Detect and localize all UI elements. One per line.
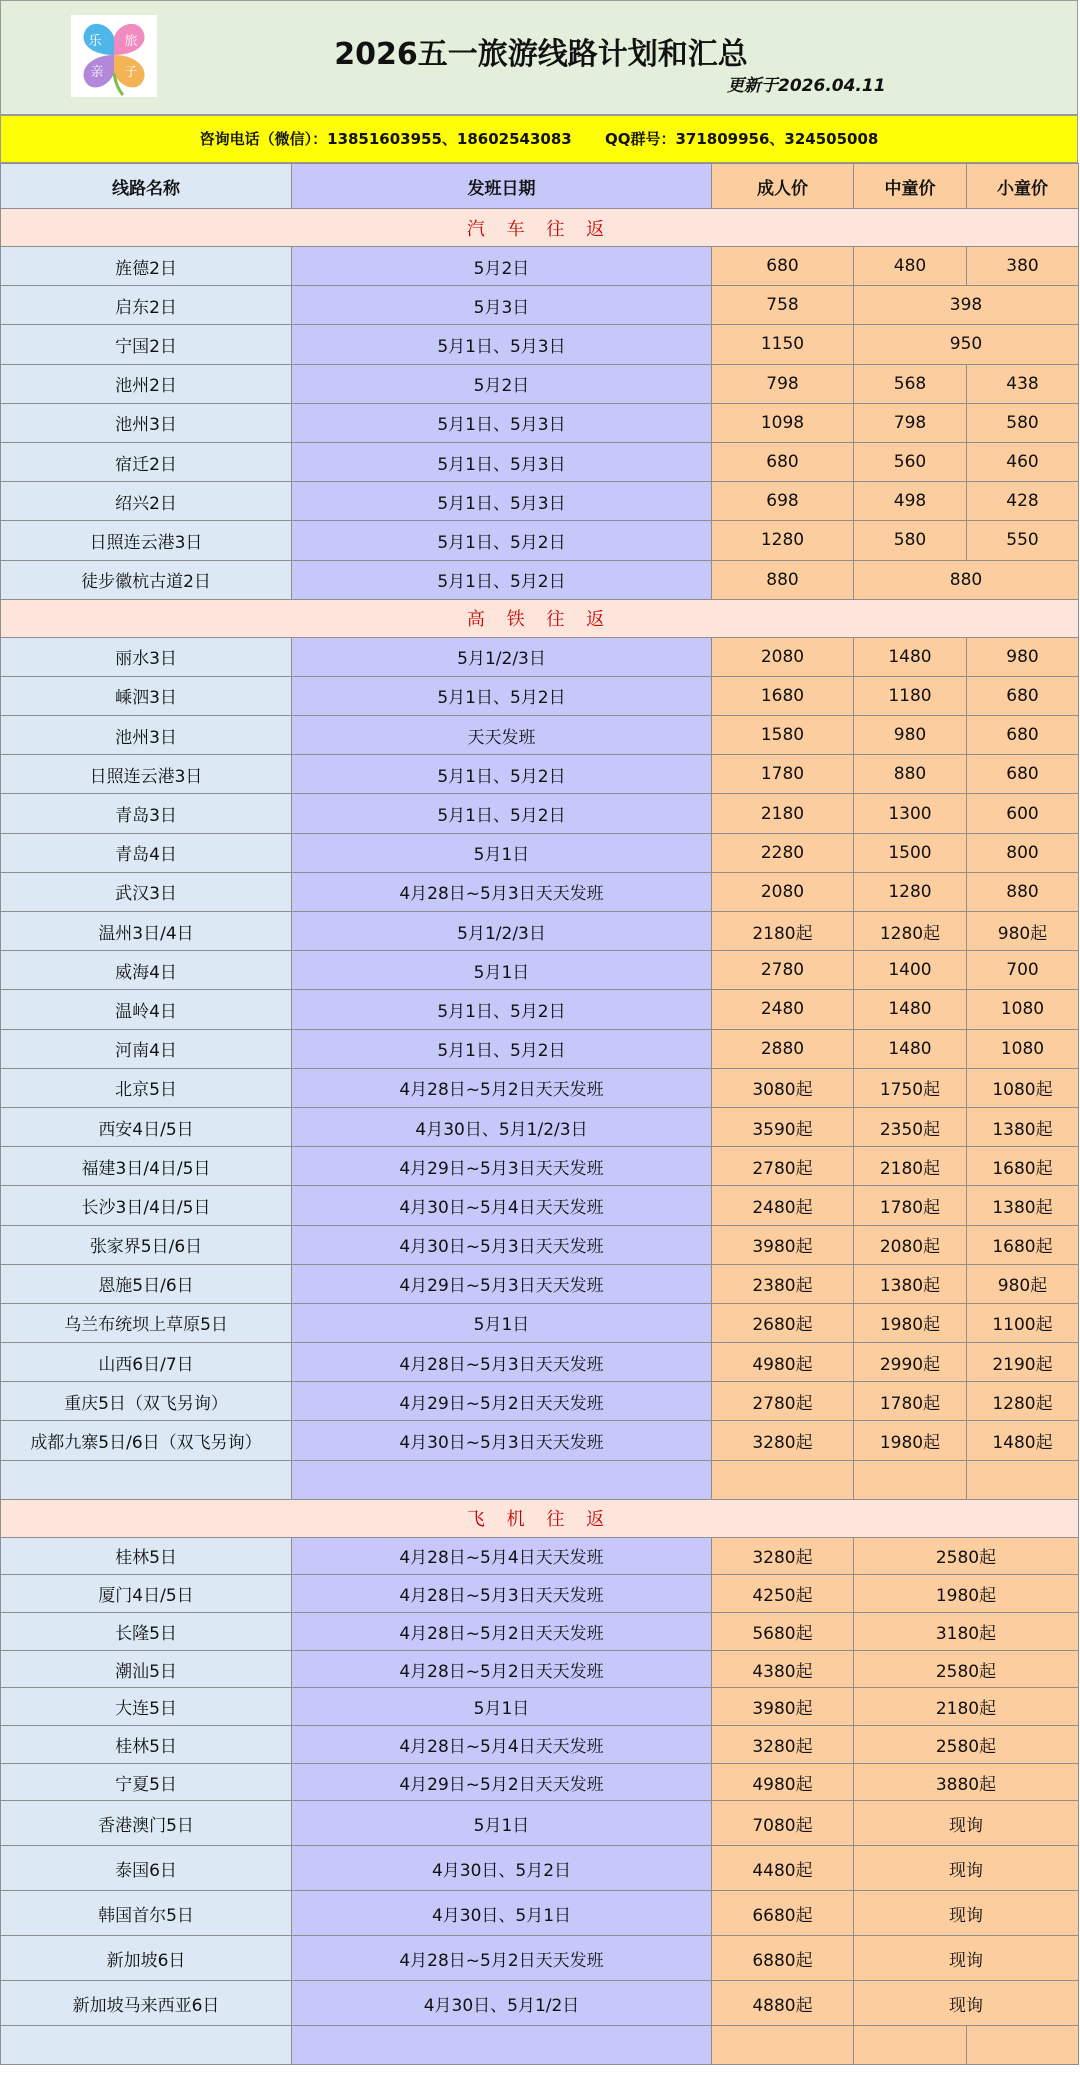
table-row — [1, 794, 1079, 833]
child-price: 1980起 — [854, 1575, 1079, 1613]
table-row — [1, 912, 1079, 951]
route-name: 池州3日 — [1, 716, 292, 755]
child-price: 798 — [854, 403, 967, 442]
table-row — [1, 364, 1079, 403]
small-child-price: 1280起 — [967, 1382, 1079, 1421]
table-row — [1, 325, 1079, 364]
adult-price: 3280起 — [712, 1726, 854, 1764]
child-price: 2580起 — [854, 1650, 1079, 1688]
child-price: 1280 — [854, 872, 967, 911]
child-price: 2990起 — [854, 1343, 967, 1382]
section-title: 高 铁 往 返 — [1, 599, 1079, 637]
child-price: 现询 — [854, 1801, 1079, 1846]
small-child-price: 380 — [967, 247, 1079, 286]
contact-phone: 咨询电话（微信）：13851603955、18602543083 — [199, 130, 572, 148]
adult-price: 2780 — [712, 951, 854, 990]
child-price: 1400 — [854, 951, 967, 990]
adult-price: 6680起 — [712, 1891, 854, 1936]
route-name: 温州3日/4日 — [1, 912, 292, 951]
departure-date: 5月1日、5月2日 — [292, 676, 712, 715]
section-header-row — [1, 209, 1079, 247]
child-price: 现询 — [854, 1891, 1079, 1936]
departure-date: 5月1日、5月2日 — [292, 794, 712, 833]
departure-date: 4月28日~5月3日天天发班 — [292, 872, 712, 911]
small-child-price: 980 — [967, 637, 1079, 676]
child-price: 480 — [854, 247, 967, 286]
route-name: 嵊泗3日 — [1, 676, 292, 715]
departure-date: 4月29日~5月3日天天发班 — [292, 1264, 712, 1303]
table-row — [1, 1107, 1079, 1146]
col-header-adult: 成人价 — [712, 164, 854, 209]
table-row — [1, 1186, 1079, 1225]
small-child-price: 1480起 — [967, 1421, 1079, 1460]
child-price: 1780起 — [854, 1382, 967, 1421]
adult-price: 880 — [712, 560, 854, 599]
route-name: 绍兴2日 — [1, 482, 292, 521]
col-header-route: 线路名称 — [1, 164, 292, 209]
table-row — [1, 1029, 1079, 1068]
table-row — [1, 1575, 1079, 1613]
route-name: 恩施5日/6日 — [1, 1264, 292, 1303]
departure-date: 4月28日~5月3日天天发班 — [292, 1575, 712, 1613]
table-row — [1, 1382, 1079, 1421]
child-price: 880 — [854, 560, 1079, 599]
child-price: 398 — [854, 286, 1079, 325]
adult-price: 1580 — [712, 716, 854, 755]
table-row — [1, 1650, 1079, 1688]
adult-price: 4380起 — [712, 1650, 854, 1688]
blank-row — [1, 2026, 1079, 2065]
departure-date: 4月30日~5月4日天天发班 — [292, 1186, 712, 1225]
adult-price: 4880起 — [712, 1981, 854, 2026]
small-child-price: 1680起 — [967, 1225, 1079, 1264]
small-child-price: 680 — [967, 716, 1079, 755]
table-row — [1, 755, 1079, 794]
adult-price: 3280起 — [712, 1421, 854, 1460]
departure-date: 5月1日、5月2日 — [292, 1029, 712, 1068]
table-row — [1, 1936, 1079, 1981]
table-row — [1, 637, 1079, 676]
small-child-price: 1080起 — [967, 1068, 1079, 1107]
route-name: 日照连云港3日 — [1, 755, 292, 794]
small-child-price: 800 — [967, 833, 1079, 872]
adult-price: 798 — [712, 364, 854, 403]
table-header-row — [1, 164, 1079, 209]
route-name: 重庆5日（双飞另询） — [1, 1382, 292, 1421]
small-child-price: 600 — [967, 794, 1079, 833]
small-child-price: 438 — [967, 364, 1079, 403]
small-child-price: 1380起 — [967, 1186, 1079, 1225]
logo-char: 旅 — [124, 34, 138, 49]
table-row — [1, 1613, 1079, 1651]
route-name: 宁国2日 — [1, 325, 292, 364]
departure-date: 4月30日~5月3日天天发班 — [292, 1421, 712, 1460]
adult-price: 758 — [712, 286, 854, 325]
adult-price: 698 — [712, 482, 854, 521]
route-name: 日照连云港3日 — [1, 521, 292, 560]
route-name: 西安4日/5日 — [1, 1107, 292, 1146]
adult-price: 2180起 — [712, 912, 854, 951]
child-price: 2580起 — [854, 1726, 1079, 1764]
departure-date: 5月1日、5月3日 — [292, 482, 712, 521]
child-price: 2180起 — [854, 1147, 967, 1186]
departure-date: 5月1日、5月2日 — [292, 560, 712, 599]
route-name: 张家界5日/6日 — [1, 1225, 292, 1264]
departure-date: 4月29日~5月2日天天发班 — [292, 1382, 712, 1421]
small-child-price: 1100起 — [967, 1303, 1079, 1342]
route-name: 宁夏5日 — [1, 1763, 292, 1801]
table-row — [1, 1537, 1079, 1575]
table-row — [1, 1303, 1079, 1342]
table-row — [1, 716, 1079, 755]
adult-price: 680 — [712, 442, 854, 481]
small-child-price: 700 — [967, 951, 1079, 990]
logo-char: 乐 — [88, 34, 102, 49]
adult-price: 1150 — [712, 325, 854, 364]
table-row — [1, 1846, 1079, 1891]
route-name: 丽水3日 — [1, 637, 292, 676]
child-price: 880 — [854, 755, 967, 794]
adult-price: 6880起 — [712, 1936, 854, 1981]
route-name: 温岭4日 — [1, 990, 292, 1029]
departure-date: 4月28日~5月2日天天发班 — [292, 1613, 712, 1651]
child-price: 1500 — [854, 833, 967, 872]
departure-date: 4月30日、5月1/2/3日 — [292, 1107, 712, 1146]
contact-qq: QQ群号：371809956、324505008 — [604, 130, 879, 148]
departure-date: 5月2日 — [292, 247, 712, 286]
table-row — [1, 403, 1079, 442]
small-child-price: 1080 — [967, 990, 1079, 1029]
adult-price: 2480 — [712, 990, 854, 1029]
route-name: 北京5日 — [1, 1068, 292, 1107]
departure-date: 5月1日、5月2日 — [292, 755, 712, 794]
departure-date: 4月30日、5月1日 — [292, 1891, 712, 1936]
adult-price: 2280 — [712, 833, 854, 872]
child-price: 1180 — [854, 676, 967, 715]
adult-price: 2780起 — [712, 1147, 854, 1186]
route-name: 徒步徽杭古道2日 — [1, 560, 292, 599]
table-row — [1, 1891, 1079, 1936]
table-row — [1, 286, 1079, 325]
child-price: 1980起 — [854, 1303, 967, 1342]
departure-date: 5月3日 — [292, 286, 712, 325]
table-row — [1, 1068, 1079, 1107]
table-row — [1, 1343, 1079, 1382]
col-header-small: 小童价 — [967, 164, 1079, 209]
departure-date: 5月1/2/3日 — [292, 912, 712, 951]
adult-price: 4980起 — [712, 1763, 854, 1801]
departure-date: 4月28日~5月4日天天发班 — [292, 1537, 712, 1575]
departure-date: 4月29日~5月3日天天发班 — [292, 1147, 712, 1186]
adult-price: 3080起 — [712, 1068, 854, 1107]
departure-date: 4月28日~5月4日天天发班 — [292, 1726, 712, 1764]
child-price: 560 — [854, 442, 967, 481]
child-price: 现询 — [854, 1846, 1079, 1891]
small-child-price — [967, 1460, 1079, 1499]
route-name: 武汉3日 — [1, 872, 292, 911]
small-child-price: 2190起 — [967, 1343, 1079, 1382]
route-name: 香港澳门5日 — [1, 1801, 292, 1846]
child-price: 2080起 — [854, 1225, 967, 1264]
route-name: 泰国6日 — [1, 1846, 292, 1891]
table-row — [1, 951, 1079, 990]
small-child-price: 428 — [967, 482, 1079, 521]
child-price: 1980起 — [854, 1421, 967, 1460]
departure-date: 5月1日、5月3日 — [292, 403, 712, 442]
logo-char: 亲 — [90, 65, 104, 80]
departure-date: 天天发班 — [292, 716, 712, 755]
child-price: 1750起 — [854, 1068, 967, 1107]
child-price: 1780起 — [854, 1186, 967, 1225]
child-price: 现询 — [854, 1981, 1079, 2026]
departure-date: 4月28日~5月2日天天发班 — [292, 1650, 712, 1688]
table-row — [1, 442, 1079, 481]
adult-price: 3980起 — [712, 1225, 854, 1264]
route-name: 长隆5日 — [1, 1613, 292, 1651]
child-price: 1380起 — [854, 1264, 967, 1303]
small-child-price: 580 — [967, 403, 1079, 442]
adult-price: 2180 — [712, 794, 854, 833]
child-price: 1480 — [854, 637, 967, 676]
small-child-price: 550 — [967, 521, 1079, 560]
table-row — [1, 1264, 1079, 1303]
departure-date: 4月29日~5月2日天天发班 — [292, 1763, 712, 1801]
col-header-child: 中童价 — [854, 164, 967, 209]
section-title: 飞 机 往 返 — [1, 1499, 1079, 1537]
adult-price — [712, 1460, 854, 1499]
departure-date: 5月1日 — [292, 1303, 712, 1342]
departure-date: 5月1日 — [292, 1688, 712, 1726]
contact-bar — [0, 115, 1078, 163]
table-row — [1, 1688, 1079, 1726]
adult-price: 5680起 — [712, 1613, 854, 1651]
table-row — [1, 1225, 1079, 1264]
route-name — [1, 2026, 292, 2065]
table-row — [1, 676, 1079, 715]
departure-date: 4月30日、5月2日 — [292, 1846, 712, 1891]
departure-date: 4月30日、5月1/2日 — [292, 1981, 712, 2026]
table-row — [1, 1763, 1079, 1801]
table-row — [1, 1801, 1079, 1846]
adult-price: 2680起 — [712, 1303, 854, 1342]
small-child-price: 980起 — [967, 912, 1079, 951]
route-name: 福建3日/4日/5日 — [1, 1147, 292, 1186]
blank-row — [1, 1460, 1079, 1499]
child-price: 1480 — [854, 990, 967, 1029]
departure-date: 4月28日~5月3日天天发班 — [292, 1343, 712, 1382]
departure-date: 5月1日、5月2日 — [292, 521, 712, 560]
route-name — [1, 1460, 292, 1499]
adult-price: 3280起 — [712, 1537, 854, 1575]
child-price: 3180起 — [854, 1613, 1079, 1651]
route-name: 韩国首尔5日 — [1, 1891, 292, 1936]
route-name: 山西6日/7日 — [1, 1343, 292, 1382]
child-price: 1300 — [854, 794, 967, 833]
adult-price: 2080 — [712, 637, 854, 676]
col-header-date: 发班日期 — [292, 164, 712, 209]
adult-price: 7080起 — [712, 1801, 854, 1846]
page-title: 2026五一旅游线路计划和汇总 — [334, 37, 748, 72]
child-price: 950 — [854, 325, 1079, 364]
child-price — [854, 1460, 967, 1499]
table-row — [1, 872, 1079, 911]
adult-price: 4480起 — [712, 1846, 854, 1891]
route-name: 成都九寨5日/6日（双飞另询） — [1, 1421, 292, 1460]
small-child-price: 880 — [967, 872, 1079, 911]
small-child-price: 980起 — [967, 1264, 1079, 1303]
table-row — [1, 1147, 1079, 1186]
table-row — [1, 990, 1079, 1029]
route-name: 新加坡6日 — [1, 1936, 292, 1981]
logo-char: 子 — [124, 65, 138, 80]
route-name: 河南4日 — [1, 1029, 292, 1068]
departure-date: 5月1日、5月3日 — [292, 325, 712, 364]
child-price: 现询 — [854, 1936, 1079, 1981]
route-name: 桂林5日 — [1, 1537, 292, 1575]
child-price: 2350起 — [854, 1107, 967, 1146]
table-row — [1, 482, 1079, 521]
sheet-header — [0, 0, 1078, 115]
small-child-price: 680 — [967, 755, 1079, 794]
adult-price: 1680 — [712, 676, 854, 715]
departure-date: 5月1日 — [292, 1801, 712, 1846]
adult-price: 1780 — [712, 755, 854, 794]
table-row — [1, 1981, 1079, 2026]
small-child-price: 1380起 — [967, 1107, 1079, 1146]
adult-price: 3590起 — [712, 1107, 854, 1146]
departure-date: 5月1日 — [292, 833, 712, 872]
adult-price: 680 — [712, 247, 854, 286]
small-child-price: 460 — [967, 442, 1079, 481]
departure-date: 4月30日~5月3日天天发班 — [292, 1225, 712, 1264]
table-row — [1, 560, 1079, 599]
child-price: 580 — [854, 521, 967, 560]
child-price: 1480 — [854, 1029, 967, 1068]
table-row — [1, 833, 1079, 872]
child-price: 980 — [854, 716, 967, 755]
child-price: 1280起 — [854, 912, 967, 951]
adult-price: 4250起 — [712, 1575, 854, 1613]
departure-date: 5月1日、5月2日 — [292, 990, 712, 1029]
departure-date — [292, 2026, 712, 2065]
departure-date: 5月1/2/3日 — [292, 637, 712, 676]
departure-date: 4月28日~5月2日天天发班 — [292, 1936, 712, 1981]
table-row — [1, 1421, 1079, 1460]
departure-date: 4月28日~5月2日天天发班 — [292, 1068, 712, 1107]
route-name: 旌德2日 — [1, 247, 292, 286]
route-name: 桂林5日 — [1, 1726, 292, 1764]
departure-date: 5月2日 — [292, 364, 712, 403]
update-date: 更新于2026.04.11 — [727, 76, 886, 96]
adult-price: 1280 — [712, 521, 854, 560]
section-header-row — [1, 1499, 1079, 1537]
small-child-price: 1080 — [967, 1029, 1079, 1068]
small-child-price: 680 — [967, 676, 1079, 715]
adult-price: 2780起 — [712, 1382, 854, 1421]
route-name: 潮汕5日 — [1, 1650, 292, 1688]
route-name: 新加坡马来西亚6日 — [1, 1981, 292, 2026]
route-name: 乌兰布统坝上草原5日 — [1, 1303, 292, 1342]
child-price: 568 — [854, 364, 967, 403]
route-price-table — [0, 163, 1079, 2065]
route-name: 大连5日 — [1, 1688, 292, 1726]
route-name: 青岛4日 — [1, 833, 292, 872]
section-header-row — [1, 599, 1079, 637]
route-name: 启东2日 — [1, 286, 292, 325]
child-price: 2580起 — [854, 1537, 1079, 1575]
child-price — [854, 2026, 967, 2065]
adult-price: 2080 — [712, 872, 854, 911]
small-child-price: 1680起 — [967, 1147, 1079, 1186]
child-price: 498 — [854, 482, 967, 521]
adult-price: 4980起 — [712, 1343, 854, 1382]
adult-price: 3980起 — [712, 1688, 854, 1726]
route-name: 池州3日 — [1, 403, 292, 442]
section-title: 汽 车 往 返 — [1, 209, 1079, 247]
route-name: 厦门4日/5日 — [1, 1575, 292, 1613]
departure-date: 5月1日 — [292, 951, 712, 990]
adult-price: 2880 — [712, 1029, 854, 1068]
small-child-price — [967, 2026, 1079, 2065]
route-name: 池州2日 — [1, 364, 292, 403]
route-name: 长沙3日/4日/5日 — [1, 1186, 292, 1225]
departure-date — [292, 1460, 712, 1499]
child-price: 2180起 — [854, 1688, 1079, 1726]
adult-price: 2480起 — [712, 1186, 854, 1225]
adult-price: 1098 — [712, 403, 854, 442]
child-price: 3880起 — [854, 1763, 1079, 1801]
table-row — [1, 247, 1079, 286]
departure-date: 5月1日、5月3日 — [292, 442, 712, 481]
adult-price: 2380起 — [712, 1264, 854, 1303]
route-name: 宿迁2日 — [1, 442, 292, 481]
adult-price — [712, 2026, 854, 2065]
route-name: 威海4日 — [1, 951, 292, 990]
table-row — [1, 1726, 1079, 1764]
route-name: 青岛3日 — [1, 794, 292, 833]
table-row — [1, 521, 1079, 560]
